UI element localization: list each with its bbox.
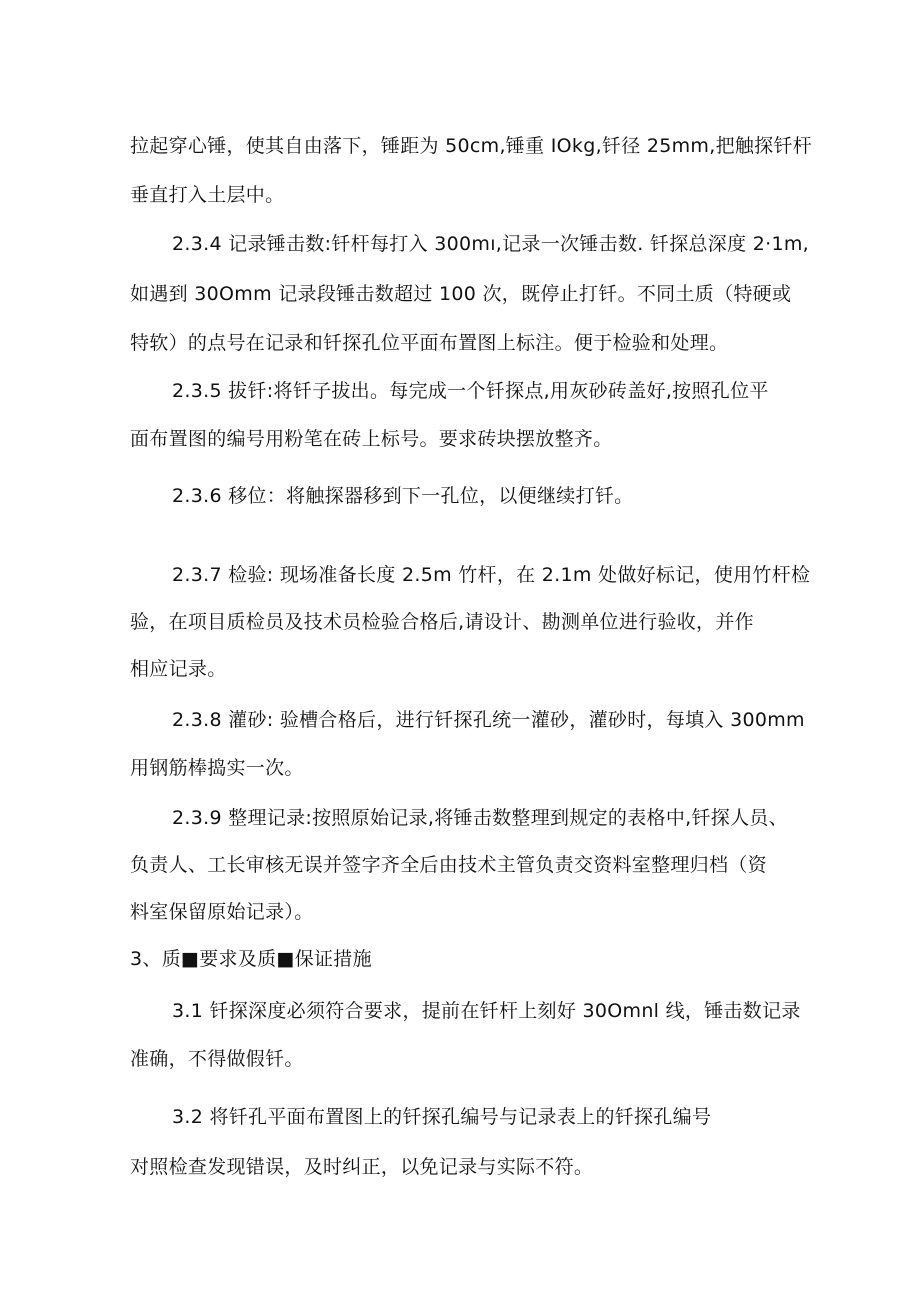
- text-line: 如遇到 30Omm 记录段锤击数超过 100 次，既停止打钎。不同土质（特硬或: [130, 283, 792, 305]
- text-line: 2.3.7 检验: 现场准备长度 2.5m 竹杆，在 2.1m 处做好标记，使用竹杆检: [172, 564, 811, 586]
- text-line: 3.2 将钎孔平面布置图上的钎探孔编号与记录表上的钎探孔编号: [172, 1106, 712, 1128]
- section-heading: 3、质■要求及质■保证措施: [130, 948, 372, 970]
- text-line: 2.3.6 移位：将触探器移到下一孔位，以便继续打钎。: [172, 485, 634, 507]
- text-line: 对照检查发现错误，及时纠正，以免记录与实际不符。: [130, 1156, 594, 1178]
- text-line: 相应记录。: [130, 658, 227, 680]
- text-line: 2.3.5 拔钎:将钎子拔出。每完成一个钎探点,用灰砂砖盖好,按照孔位平: [172, 380, 769, 402]
- text-line: 拉起穿心锤，使其自由落下，锤距为 50cm,锤重 IOkg,钎径 25mm,把触探钎杆: [130, 135, 813, 157]
- text-line: 特软）的点号在记录和钎探孔位平面布置图上标注。便于检验和处理。: [130, 332, 729, 354]
- text-line: 3.1 钎探深度必须符合要求，提前在钎杆上刻好 30Omnl 线，锤击数记录: [172, 1000, 801, 1022]
- text-line: 负责人、工长审核无误并签字齐全后由技术主管负责交资料室整理归档（资: [130, 854, 767, 876]
- text-line: 用钢筋棒捣实一次。: [130, 757, 304, 779]
- text-line: 2.3.9 整理记录:按照原始记录,将锤击数整理到规定的表格中,钎探人员、: [172, 807, 788, 829]
- text-line: 垂直打入土层中。: [130, 184, 285, 206]
- text-line: 面布置图的编号用粉笔在砖上标号。要求砖块摆放整齐。: [130, 428, 613, 450]
- text-line: 验，在项目质检员及技术员检验合格后,请设计、勘测单位进行验收，并作: [130, 611, 754, 633]
- text-line: 料室保留原始记录）。: [130, 901, 314, 923]
- text-line: 2.3.8 灌砂: 验槽合格后，进行钎探孔统一灌砂，灌砂时，每填入 300mm: [172, 709, 805, 731]
- text-line: 2.3.4 记录锤击数:钎杆每打入 300mı,记录一次锤击数. 钎探总深度 2·1m,: [172, 233, 810, 255]
- text-line: 准确，不得做假钎。: [130, 1048, 304, 1070]
